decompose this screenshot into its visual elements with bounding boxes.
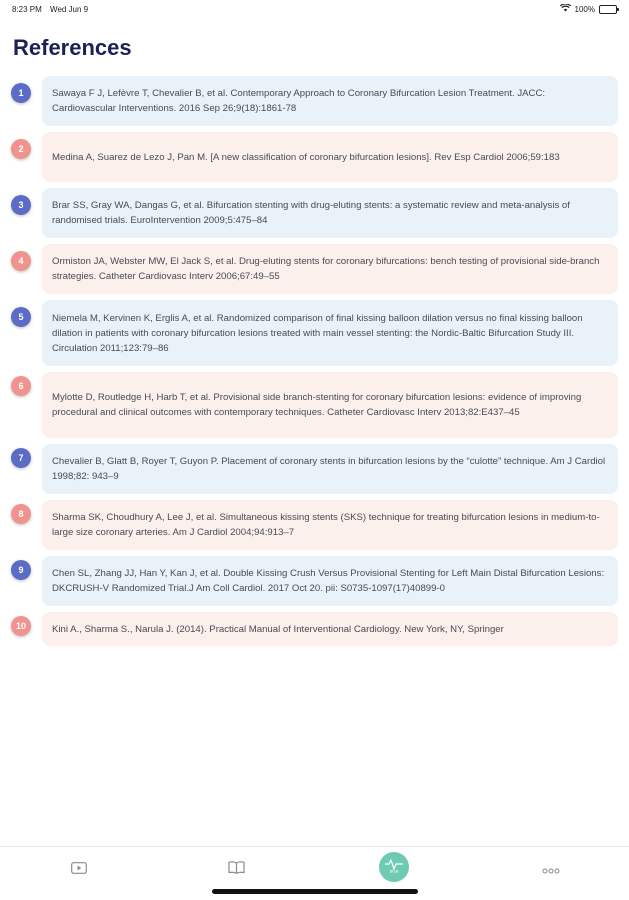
reference-text: Ormiston JA, Webster MW, El Jack S, et al. Drug-eluting stents for coronary bifurcations: bench testing of provisional side-branch strategies. Catheter Cardiovasc Interv 2006;67:49–55 [52, 256, 600, 282]
reference-card[interactable] [42, 132, 618, 182]
reference-card[interactable] [42, 500, 618, 550]
battery-icon [599, 5, 617, 14]
reference-card[interactable] [42, 612, 618, 646]
reference-number: 3 [11, 195, 31, 215]
page-title: References [13, 35, 132, 60]
reference-number: 1 [11, 83, 31, 103]
reference-number: 2 [11, 139, 31, 159]
status-right [560, 4, 617, 14]
more-icon [542, 861, 560, 879]
reference-text: Niemela M, Kervinen K, Erglis A, et al. Randomized comparison of final kissing balloon dilation versus no final kissing balloon dilation in patients with coronary bifurcation lesions treated with main vessel stenting: the Nordic-Baltic Bifurcation Study III. Circulation 2011;123:79–86 [52, 312, 583, 354]
reference-card[interactable] [42, 444, 618, 494]
reference-number: 9 [11, 560, 31, 580]
reference-card[interactable] [42, 372, 618, 438]
reference-text: Sawaya F J, Lefèvre T, Chevalier B, et al. Contemporary Approach to Coronary Bifurcation Lesion Treatment. JACC: Cardiovascular Interventions. 2016 Sep 26;9(18):1861-78 [52, 88, 546, 114]
reference-number: 5 [11, 307, 31, 327]
reference-number: 4 [11, 251, 31, 271]
app-logo-icon [383, 857, 405, 878]
video-icon [71, 861, 87, 879]
battery-percent: 100% [574, 4, 595, 14]
reference-number: 8 [11, 504, 31, 524]
status-time: 8:23 PM [12, 5, 42, 14]
reference-text: Sharma SK, Choudhury A, Lee J, et al. Simultaneous kissing stents (SKS) technique for treating bifurcation lesions in medium-to-large size coronary arteries. Am J Cardiol 2004;94:913–7 [52, 512, 600, 538]
reference-number: 10 [11, 616, 31, 636]
reference-card[interactable] [42, 76, 618, 126]
reference-card[interactable] [42, 556, 618, 606]
reference-text: Mylotte D, Routledge H, Harb T, et al. Provisional side branch-stenting for coronary bifurcation lesions: evidence of improving procedural and clinical outcomes with contemporary techniques. Catheter Cardiovasc Interv 2013;82:E437–45 [52, 392, 582, 418]
reference-card[interactable] [42, 244, 618, 294]
tab-references[interactable] [221, 855, 251, 885]
wifi-icon [560, 4, 571, 14]
reference-number: 7 [11, 448, 31, 468]
reference-text: Brar SS, Gray WA, Dangas G, et al. Bifurcation stenting with drug-eluting stents: a systematic review and meta-analysis of randomised trials. EuroIntervention 2009;5:475–84 [52, 200, 570, 226]
home-indicator[interactable] [212, 889, 418, 894]
reference-text: Medina A, Suarez de Lezo J, Pan M. [A new classification of coronary bifurcation lesions]. Rev Esp Cardiol 2006;59:183 [52, 151, 560, 163]
status-left [12, 5, 94, 14]
tab-videos[interactable] [64, 855, 94, 885]
tab-home[interactable] [379, 852, 409, 882]
book-icon [228, 861, 245, 879]
reference-text: Kini A., Sharma S., Narula J. (2014). Practical Manual of Interventional Cardiology. New York, NY, Springer [52, 623, 504, 635]
status-bar [0, 0, 629, 20]
reference-number: 6 [11, 376, 31, 396]
app-logo-text: ptca [389, 868, 399, 873]
reference-text: Chen SL, Zhang JJ, Han Y, Kan J, et al. Double Kissing Crush Versus Provisional Stenting for Left Main Distal Bifurcation Lesions: DKCRUSH-V Randomized Trial.J Am Coll Cardiol. 2017 Oct 20. pii: S0735-1097(17)40899-0 [52, 568, 605, 594]
tab-more[interactable] [536, 855, 566, 885]
reference-text: Chevalier B, Glatt B, Royer T, Guyon P. Placement of coronary stents in bifurcation lesions by the “culotte” technique. Am J Cardiol 1998;82: 943–9 [52, 456, 606, 482]
status-date: Wed Jun 9 [50, 5, 89, 14]
reference-card[interactable] [42, 300, 618, 366]
reference-card[interactable] [42, 188, 618, 238]
